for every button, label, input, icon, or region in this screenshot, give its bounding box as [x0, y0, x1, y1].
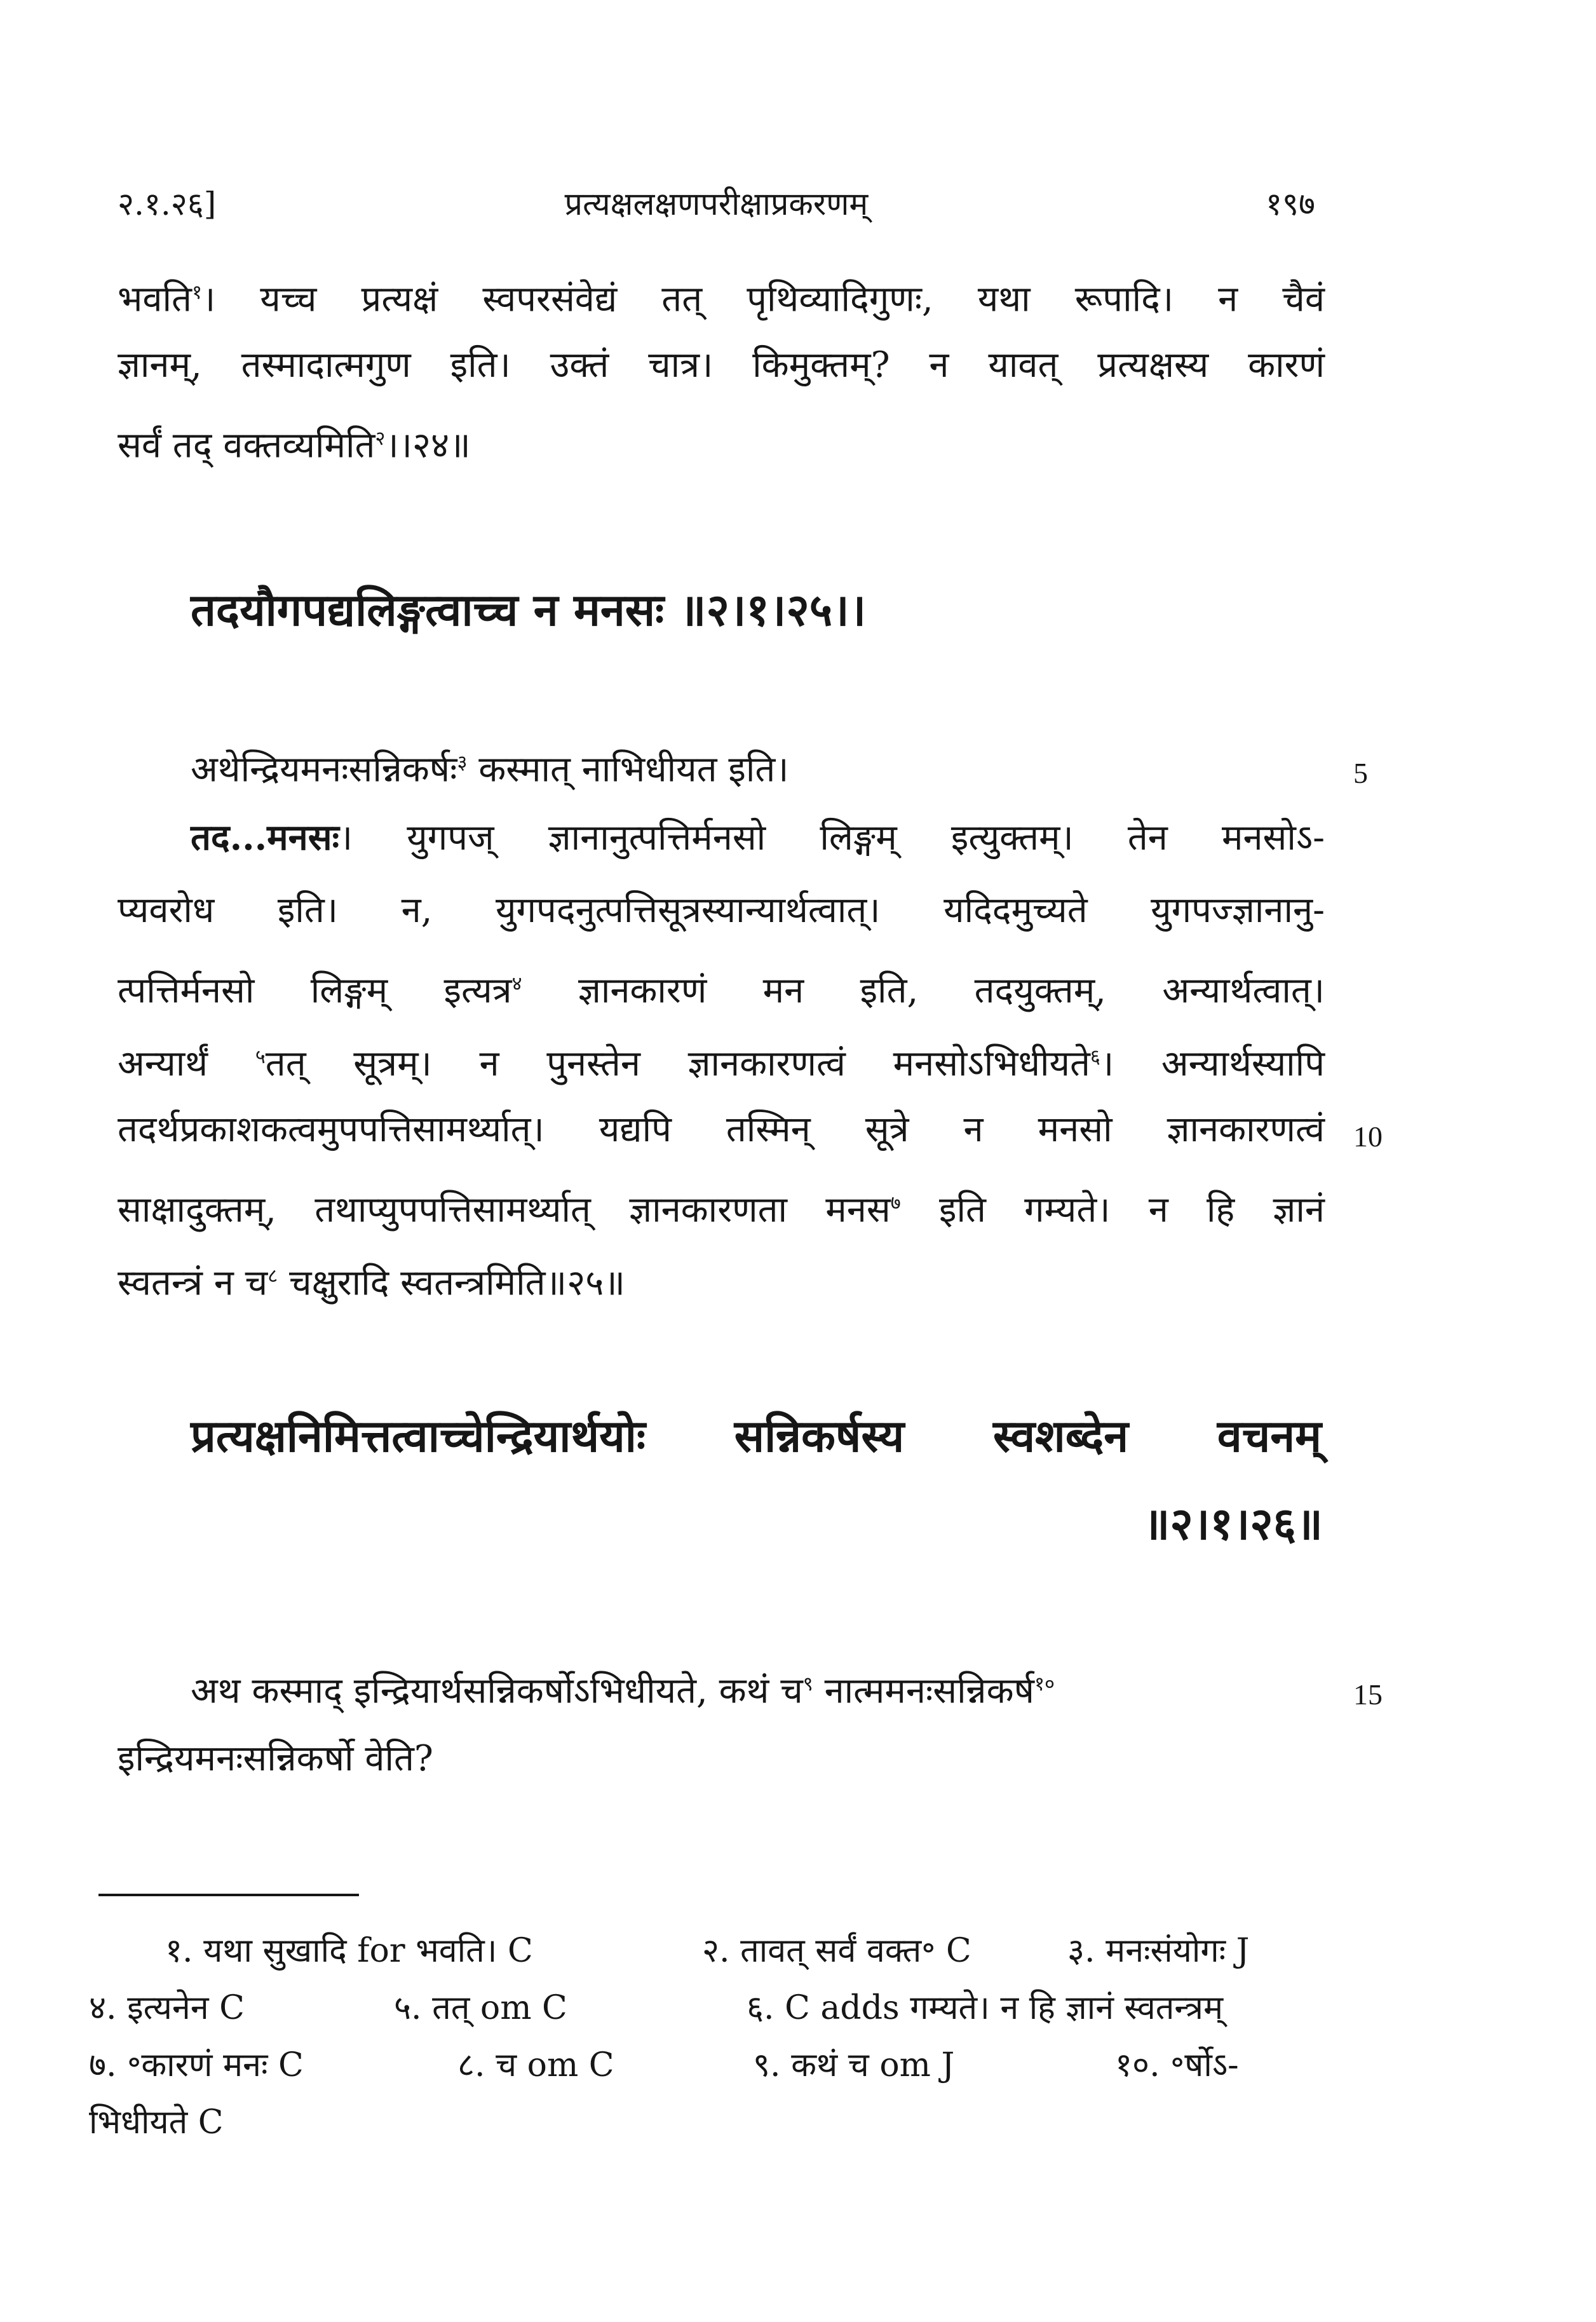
text-line: इन्द्रियमनःसन्निकर्षो वेति?	[118, 1738, 433, 1779]
header-page-number: १९७	[1266, 186, 1315, 222]
footnote: १०. ॰र्षोऽ-	[1115, 2046, 1239, 2084]
text-line: तदर्थप्रकाशकत्वमुपपत्तिसामर्थ्यात्। यद्यपि तस्मिन् सूत्रे न मनसो ज्ञानकारणत्वं	[118, 1109, 1325, 1150]
line-number: 5	[1353, 757, 1368, 789]
footnote: ८. च om C	[457, 2046, 614, 2084]
text-line: सर्वं तद् वक्तव्यमिति$^२$।।२४॥	[118, 424, 471, 466]
footnote: २. तावत् सर्वं वक्त॰ C	[702, 1932, 971, 1970]
sutra-number: ॥२।१।२६॥	[1143, 1497, 1323, 1550]
text-line: ज्ञानम्, तस्मादात्मगुण इति। उक्तं चात्र। किमुक्तम्? न यावत् प्रत्यक्षस्य कारणं	[118, 344, 1325, 386]
line-number: 15	[1353, 1678, 1383, 1711]
footnote: ९. कथं च om J	[753, 2046, 955, 2084]
footnote: ४. इत्यनेन C	[89, 1989, 245, 2027]
text-line: भवति$^१$। यच्च प्रत्यक्षं स्वपरसंवेद्यं तत् पृथिव्यादिगुणः, यथा रूपादि। न चैवं	[118, 278, 1325, 320]
running-header	[118, 181, 1315, 238]
footnote-continuation: भिधीयते C	[89, 2103, 224, 2142]
footnote: १. यथा सुखादि for भवति। C	[165, 1932, 533, 1970]
text-line: तद...मनसः। युगपज् ज्ञानानुत्पत्तिर्मनसो लिङ्गम् इत्युक्तम्। तेन मनसोऽ-	[191, 817, 1325, 859]
header-section-ref: २.१.२६]	[118, 186, 217, 222]
text-line: साक्षादुक्तम्, तथाप्युपपत्तिसामर्थ्यात् ज्ञानकारणता मनस$^७$ इति गम्यते। न हि ज्ञानं	[118, 1189, 1325, 1231]
commentary-lemma: तद...मनसः	[191, 817, 339, 859]
text-line: त्पत्तिर्मनसो लिङ्गम् इत्यत्र$^४$ ज्ञानकारणं मन इति, तदयुक्तम्, अन्यार्थत्वात्।	[118, 970, 1325, 1012]
sutra-heading: प्रत्यक्षनिमित्तत्वाच्चेन्द्रियार्थयोः सन्निकर्षस्य स्वशब्देन वचनम्	[191, 1409, 1322, 1462]
text-line: प्यवरोध इति। न, युगपदनुत्पत्तिसूत्रस्यान्यार्थत्वात्। यदिदमुच्यते युगपज्ज्ञानानु-	[118, 890, 1325, 931]
footnote: ५. तत् om C	[394, 1989, 567, 2027]
text-line: अन्यार्थं $^५$तत् सूत्रम्। न पुनस्तेन ज्ञानकारणत्वं मनसोऽभिधीयते$^६$। अन्यार्थस्यापि	[118, 1043, 1325, 1085]
text-line: स्वतन्त्रं न च$^८$ चक्षुरादि स्वतन्त्रमिति॥२५॥	[118, 1262, 625, 1304]
text-line: अथेन्द्रियमनःसन्निकर्षः$^३$ कस्मात् नाभिधीयत इति।	[191, 749, 789, 791]
text-line: अथ कस्माद् इन्द्रियार्थसन्निकर्षोऽभिधीयते, कथं च$^९$ नात्ममनःसन्निकर्ष$^{१०}$	[191, 1670, 1055, 1712]
footnote: ३. मनःसंयोगः J	[1067, 1932, 1250, 1970]
footnote: ७. ॰कारणं मनः C	[89, 2046, 304, 2084]
header-chapter-title: प्रत्यक्षलक्षणपरीक्षाप्रकरणम्	[564, 186, 869, 222]
line-number: 10	[1353, 1120, 1383, 1153]
sutra-heading: तदयौगपद्यलिङ्गत्वाच्च न मनसः ॥२।१।२५।।	[191, 583, 867, 636]
footnote-rule	[98, 1894, 359, 1896]
footnote: ६. C adds गम्यते। न हि ज्ञानं स्वतन्त्रम्	[747, 1989, 1224, 2027]
